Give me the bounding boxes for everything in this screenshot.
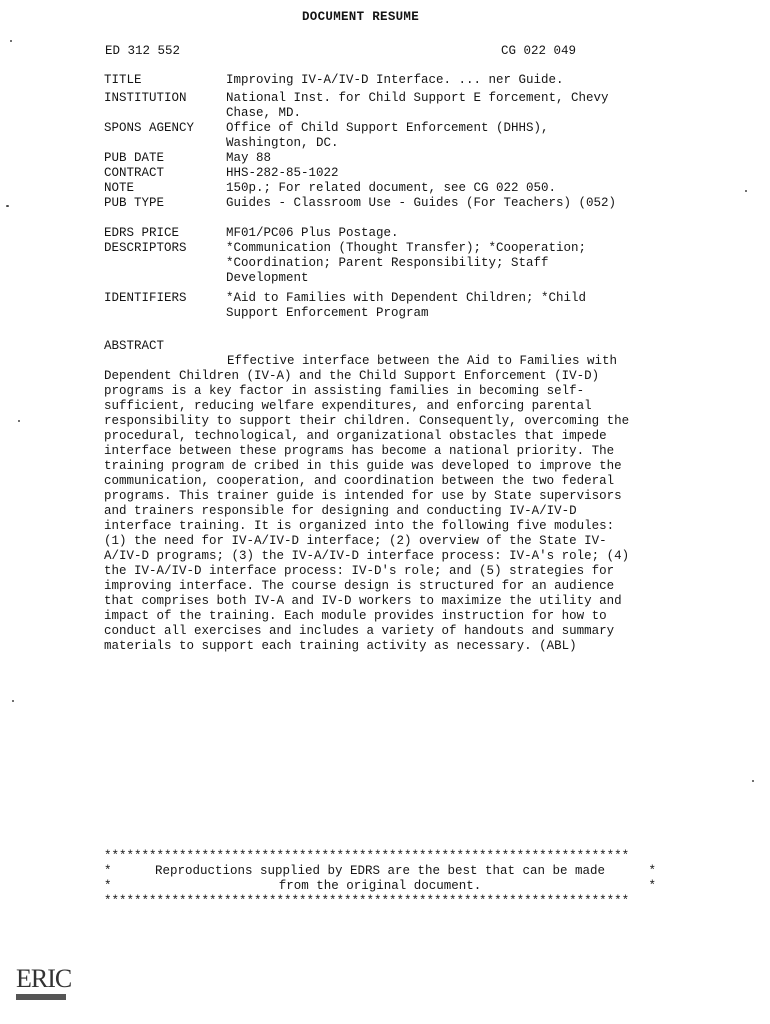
abstract-body: Effective interface between the Aid to Families with Dependent Children (IV-A) and the Child Support Enforcement (IV-D) programs is a key factor in assisting families in becoming self-sufficient, reducing welfare expenditures, and enforcing parental responsibility to support their children. Consequently, overcoming the procedural, technological, and organizational obstacles that impede interface between these programs has become a national priority. The training program de cribed in this guide was developed to improve the communication, cooperation, and coordination between the two federal programs. This trainer guide is intended for use by State supervisors and trainers responsible for designing and conducting IV-A/IV-D interface training. It is organized into the following five modules: (1) the need for IV-A/IV-D interface; (2) overview of the State IV-A/IV-D programs; (3) the IV-A/IV-D interface process: IV-A's role; (4) the IV-A/IV-D interface process: IV-D's role; and (5) strategies for improving interface. The course design is structured for an audience that comprises both IV-A and IV-D workers to maximize the utility and impact of the training. Each module provides instruction for how to conduct all exercises and includes a variety of handouts and summary materials to support each training activity as necessary. (ABL) [104, 354, 630, 653]
field-value-contract: HHS-282-85-1022 [226, 166, 339, 180]
field-value-title: Improving IV-A/IV-D Interface. ... ner Guide. [226, 73, 564, 87]
notice-line-1 [104, 864, 656, 879]
notice-marker: * [104, 879, 112, 893]
notice-text-1: Reproductions supplied by EDRS are the best that can be made [154, 864, 606, 878]
cg-number: CG 022 049 [501, 44, 577, 58]
abstract-label: ABSTRACT [104, 339, 165, 353]
scan-speck [12, 700, 14, 702]
field-label-title: TITLE [104, 73, 142, 87]
notice-border-bottom: ********************************************************************** [104, 894, 630, 908]
notice-marker: * [104, 864, 112, 878]
eric-logo [16, 964, 72, 1006]
scan-speck [752, 780, 754, 782]
notice-text-2: from the original document. [278, 879, 482, 893]
field-label-spons-agency: SPONS AGENCY [104, 121, 195, 135]
field-value-institution: National Inst. for Child Support E forcement, Chevy Chase, MD. [226, 91, 609, 120]
field-label-note: NOTE [104, 181, 135, 195]
eric-logo-wordmark: ERIC [16, 964, 72, 993]
field-label-institution: INSTITUTION [104, 91, 187, 105]
document-heading: DOCUMENT RESUME [302, 10, 420, 24]
field-value-edrs-price: MF01/PC06 Plus Postage. [226, 226, 399, 240]
field-label-pub-type: PUB TYPE [104, 196, 165, 210]
field-value-pub-type: Guides - Classroom Use - Guides (For Teachers) (052) [226, 196, 617, 210]
field-value-note: 150p.; For related document, see CG 022 050. [226, 181, 557, 195]
notice-border-top: ********************************************************************** [104, 849, 630, 863]
ed-number: ED 312 552 [105, 44, 181, 58]
scan-speck [745, 190, 747, 192]
field-label-edrs-price: EDRS PRICE [104, 226, 180, 240]
field-value-spons-agency: Office of Child Support Enforcement (DHHS), Washington, DC. [226, 121, 549, 150]
field-label-identifiers: IDENTIFIERS [104, 291, 187, 305]
field-value-descriptors: *Communication (Thought Transfer); *Cooperation; *Coordination; Parent Responsibility; Staff Development [226, 241, 587, 285]
field-value-identifiers: *Aid to Families with Dependent Children; *Child Support Enforcement Program [226, 291, 587, 320]
field-label-pub-date: PUB DATE [104, 151, 165, 165]
scan-speck [18, 420, 20, 422]
field-label-contract: CONTRACT [104, 166, 165, 180]
scan-speck [10, 40, 12, 42]
field-value-pub-date: May 88 [226, 151, 272, 165]
notice-marker: * [648, 879, 656, 893]
notice-line-2 [104, 879, 656, 894]
scan-speck [6, 205, 9, 207]
field-label-descriptors: DESCRIPTORS [104, 241, 187, 255]
notice-marker: * [648, 864, 656, 878]
reproduction-notice [104, 849, 656, 909]
eric-logo-bar [16, 994, 66, 1000]
